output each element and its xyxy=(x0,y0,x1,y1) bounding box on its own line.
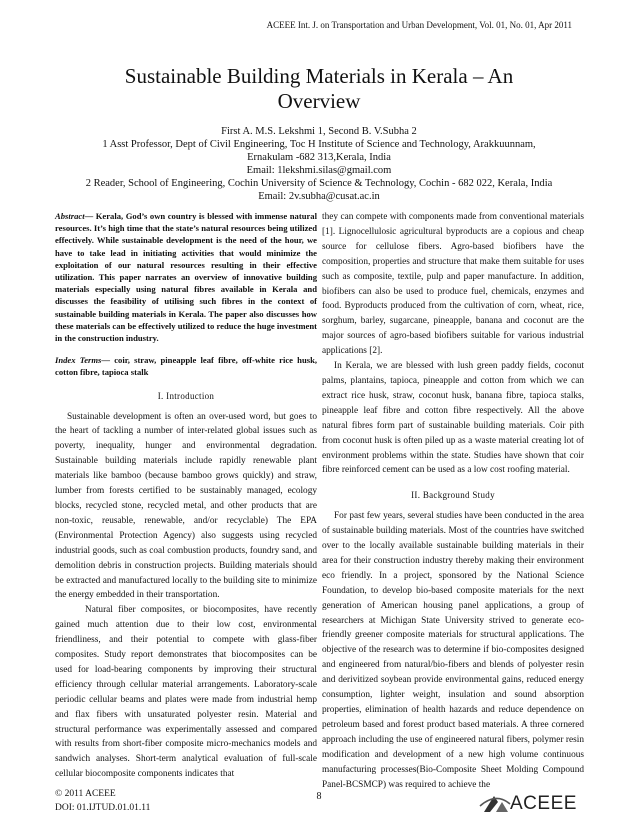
background-paragraph: For past few years, several studies have been conducted in the area of sustainable building materials. Most of the countries have switched over to the locally available sustainable building materials in their area for their construction industry thereby making their environment eco friendly. In a project, sponsored by the National Science Foundation, to develop bio-based composite materials for the next generation of American housing panel applications, a group of researchers at Michigan State University strived to generate eco-friendly greener composite materials for structural applications. The objective of the research was to determine if bio-composites designed and engineered from natural/bio-fibers and blends of polyester resin and derivitized soybean provide environmental gains, reduced energy consumption, lighter weight, insulation and sound absorption properties, elimination of health hazards and reduce dependence on petroleum based and forest product based materials. A three cornered approach including the use of engineered natural fibers, polymer resin modification and development of a new high volume continuous manufacturing processes(Bio-Composite Sheet Molding Compound Panel-BCSMCP) was required to achieve the xyxy=(322,511,584,790)
journal-header: ACEEE Int. J. on Transportation and Urban Development, Vol. 01, No. 01, Apr 2011 xyxy=(266,20,572,30)
affiliation-1-location: Ernakulam -682 313,Kerala, India xyxy=(247,152,391,163)
paper-title xyxy=(0,64,638,114)
email-2[interactable]: Email: 2v.subha@cusat.ac.in xyxy=(258,191,380,202)
abstract-text: Kerala, God’s own country is blessed with immense natural resources. It’s high time that the state’s natural resources being utilized effectively. While sustainable development is the need of the hour, we have to take lead in initiating activities that would minimize the exploitation of our natural resources resulting in their effective utilization. This paper narrates an overview of innovative building materials especially using natural fibres available in Kerala and discusses the feasibility of utilising such fibres in the context of sustainable building materials in Kerala. The paper also discusses how these materials can be effectively utilized to reduce the huge investment in the construction industry. xyxy=(55,211,317,344)
intro-paragraph-1: Sustainable development is often an over-used word, but goes to the heart of tackling a number of inter-related global issues such as poverty, inequality, hunger and environmental degradation. Sustainable building materials include rapidly renewable plant materials like bamboo (because bamboo grows quickly) and straw, lumber from forests certified to be sustainably managed, ecology blocks, recycled stone, recycled metal, and other products that are non-toxic, reusable, renewable, and/or recyclable) The EPA (Environmental Protection Agency) also suggests using recycled industrial goods, such as coal combustion products, foundry sand, and demolition debris in construction projects. Building materials should be extracted and manufactured locally to the building site to minimize the energy embedded in their transportation. xyxy=(55,411,317,601)
right-column xyxy=(322,210,584,792)
abstract xyxy=(55,210,317,344)
section-heading-introduction: I. Introduction xyxy=(157,390,215,401)
author-names: First A. M.S. Lekshmi 1, Second B. V.Subha 2 xyxy=(221,126,417,137)
title-line-1: Sustainable Building Materials in Kerala – An xyxy=(124,64,514,88)
section-heading-background: II. Background Study xyxy=(411,490,495,501)
copyright: © 2011 ACEEE xyxy=(55,789,116,799)
index-terms-text: — coir, straw, pineapple leaf fibre, off-white rice husk, cotton fibre, tapioca stalk xyxy=(55,355,318,378)
abstract-label: Abstract— xyxy=(55,211,94,221)
doi: DOI: 01.IJTUD.01.01.11 xyxy=(55,803,151,813)
index-terms-label: Index Terms xyxy=(55,355,102,366)
intro-paragraph-2: Natural fiber composites, or biocomposites, have recently gained much attention due to their low cost, environmental friendliness, and their potential to compete with glass-fiber composites. Study report demonstrates that biocomposites can be used for load-bearing components by improving their structural efficiency through cellular material arrangements. Laboratory-scale periodic cellular beams and plates were made from industrial hemp and flax fibers with unsaturated polyester resin. Material and structural performance was experimentally assessed and compared with results from short-fiber composite micro-mechanics models and sandwich analyses. Short-term analytical evaluation of full-scale cellular biocomposite components indicates that xyxy=(55,605,317,780)
right-paragraph-1: they can compete with components made from conventional materials [1]. Lignocellulosic agricultural byproducts are a copious and cheap source for cellulose fibers. Agro-based biofibers have the composition, properties and structure that make them suitable for uses such as composite, textile, pulp and paper manufacture. In addition, biofibers can also be used to produce fuel, chemicals, enzymes and food. Byproducts produced from the cultivation of corn, wheat, rice, sorghum, barley, sugarcane, pineapple, banana and coconut are the major sources of agro-based biofibers suitable for various industrial applications [2]. xyxy=(322,212,584,357)
author-block xyxy=(0,125,638,203)
page-number: 8 xyxy=(316,791,322,802)
right-paragraph-2: In Kerala, we are blessed with lush green paddy fields, coconut palms, plantains, tapioca, pineapple and cotton from which we can extract rice husk, straw, coconut husk, banana fibre, tapioca stalks, pineapple leaf fibre and cotton fibre respectively. All the above natural fibres form part of sustainable building materials. Coir pith from coconut husk is often piled up as a waste material creating lot of environment problems within the state. Studies have shown that coir fibre reinforced cement can be used as a low cost roofing material. xyxy=(322,361,584,476)
left-column xyxy=(55,210,317,782)
title-line-2: Overview xyxy=(277,89,361,113)
affiliation-2: 2 Reader, School of Engineering, Cochin University of Science & Technology, Cochin - 682 022, Kerala, India xyxy=(85,178,553,189)
email-1[interactable]: Email: 1lekshmi.silas@gmail.com xyxy=(246,165,392,176)
logo-text: ACEEE xyxy=(510,793,577,814)
affiliation-1: 1 Asst Professor, Dept of Civil Engineering, Toc H Institute of Science and Technology, Arakkuunnam, xyxy=(102,139,536,150)
index-terms xyxy=(55,354,317,378)
